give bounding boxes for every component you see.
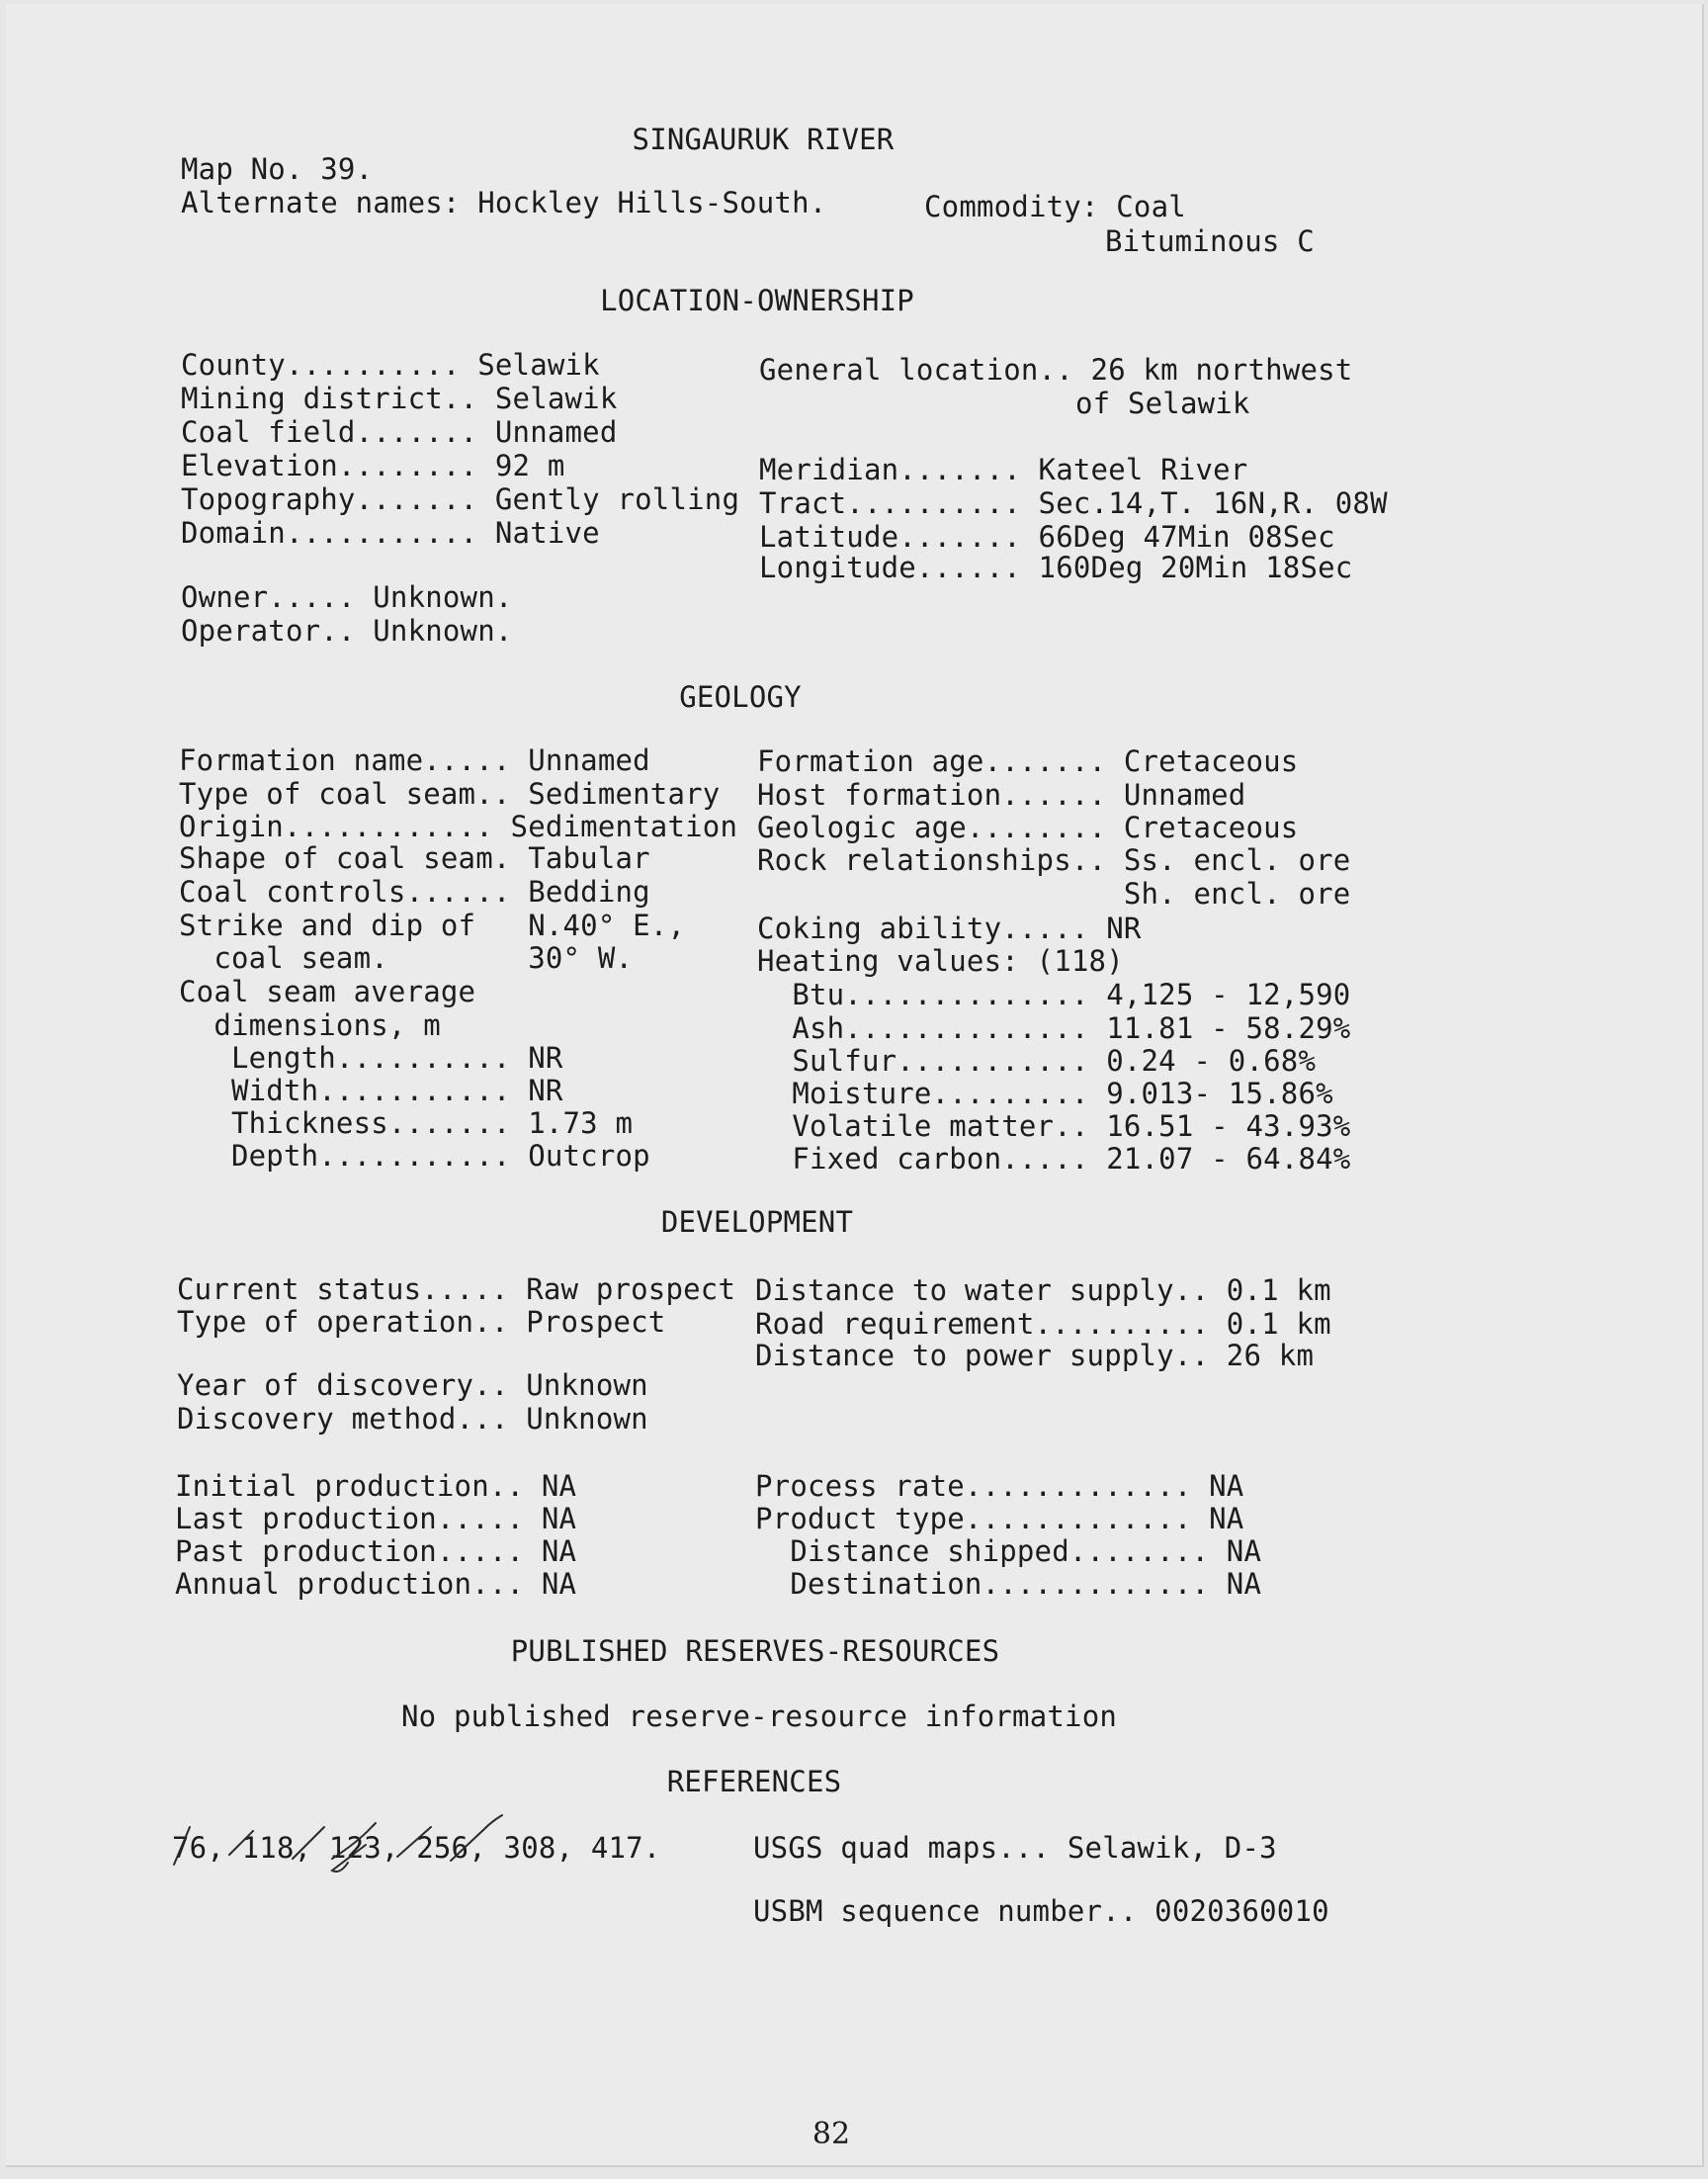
page-title: SINGAURUK RIVER: [632, 123, 895, 156]
geology-right-line: Ash.............. 11.81 - 58.29%: [757, 1011, 1351, 1045]
geology-right-line: Volatile matter.. 16.51 - 43.93%: [757, 1109, 1351, 1143]
location-longitude: Longitude...... 160Deg 20Min 18Sec: [759, 551, 1353, 584]
location-general-cont: of Selawik: [1075, 387, 1250, 420]
document-page: [6, 4, 1704, 2167]
geology-right-line: Btu.............. 4,125 - 12,590: [757, 978, 1351, 1011]
production-line: Initial production.. NA: [175, 1469, 577, 1503]
product-line: Product type............. NA: [755, 1502, 1244, 1535]
location-meridian: Meridian....... Kateel River: [759, 453, 1248, 486]
location-operator: Operator.. Unknown.: [181, 614, 513, 648]
location-county: County.......... Selawik: [181, 348, 600, 382]
location-heading: LOCATION-OWNERSHIP: [600, 284, 914, 317]
geology-right-line: Fixed carbon..... 21.07 - 64.84%: [757, 1142, 1351, 1176]
geology-left-line: Type of coal seam.. Sedimentary: [179, 777, 721, 811]
geology-right-line: Heating values: (118): [757, 944, 1124, 978]
geology-left-line: dimensions, m: [179, 1008, 441, 1042]
references-list: 76, 118, 123, 256, 308, 417.: [172, 1831, 661, 1865]
handwritten-strike-marks: [154, 1803, 668, 1892]
alternate-names: Alternate names: Hockley Hills-South.: [181, 186, 827, 219]
geology-right-line: Moisture......... 9.013- 15.86%: [757, 1077, 1333, 1110]
references-heading: REFERENCES: [666, 1765, 842, 1798]
geology-right-line: Coking ability..... NR: [757, 912, 1142, 945]
location-tract: Tract.......... Sec.14,T. 16N,R. 08W: [759, 486, 1388, 520]
development-left-line: Year of discovery.. Unknown: [177, 1368, 648, 1402]
product-line: Destination............. NA: [755, 1567, 1262, 1601]
geology-right-line: Host formation...... Unnamed: [757, 778, 1246, 812]
location-coal-field: Coal field....... Unnamed: [181, 415, 618, 449]
location-domain: Domain........... Native: [181, 516, 600, 550]
geology-right-line: Formation age....... Cretaceous: [757, 744, 1299, 778]
usbm-sequence-number: USBM sequence number.. 0020360010: [753, 1894, 1329, 1928]
map-number: Map No. 39.: [181, 152, 374, 186]
location-topography: Topography....... Gently rolling: [181, 482, 740, 516]
usgs-quad-maps: USGS quad maps... Selawik, D-3: [753, 1831, 1277, 1865]
geology-left-line: Shape of coal seam. Tabular: [179, 841, 650, 875]
development-heading: DEVELOPMENT: [660, 1205, 854, 1239]
location-general: General location.. 26 km northwest: [759, 353, 1353, 387]
geology-left-line: Width........... NR: [179, 1074, 563, 1107]
geology-left-line: Strike and dip of N.40° E.,: [179, 909, 686, 942]
product-line: Distance shipped........ NA: [755, 1534, 1262, 1568]
geology-left-line: coal seam. 30° W.: [179, 941, 634, 975]
production-line: Annual production... NA: [175, 1567, 577, 1601]
geology-right-line: Sulfur........... 0.24 - 0.68%: [757, 1044, 1317, 1078]
location-mining-district: Mining district.. Selawik: [181, 382, 618, 415]
location-elevation: Elevation........ 92 m: [181, 449, 565, 482]
geology-left-line: Thickness....... 1.73 m: [179, 1106, 634, 1140]
geology-heading: GEOLOGY: [679, 680, 802, 714]
geology-left-line: Coal controls...... Bedding: [179, 875, 650, 909]
commodity: Commodity: Coal: [924, 190, 1186, 223]
location-owner: Owner..... Unknown.: [181, 580, 513, 614]
development-left-line: Current status..... Raw prospect: [177, 1272, 736, 1306]
commodity-type: Bituminous C: [1105, 224, 1315, 258]
geology-left-line: Coal seam average: [179, 975, 476, 1008]
development-left-line: Type of operation.. Prospect: [177, 1305, 666, 1339]
development-right-line: Distance to water supply.. 0.1 km: [755, 1273, 1331, 1307]
reserves-heading: PUBLISHED RESERVES-RESOURCES: [510, 1634, 1000, 1668]
geology-right-line: Rock relationships.. Ss. encl. ore: [757, 843, 1351, 877]
production-line: Last production..... NA: [175, 1502, 577, 1535]
geology-right-line: Sh. encl. ore: [757, 877, 1351, 911]
product-line: Process rate............. NA: [755, 1469, 1244, 1503]
location-latitude: Latitude....... 66Deg 47Min 08Sec: [759, 520, 1335, 554]
geology-left-line: Length.......... NR: [179, 1041, 563, 1075]
geology-left-line: Formation name..... Unnamed: [179, 743, 650, 777]
geology-right-line: Geologic age........ Cretaceous: [757, 811, 1299, 844]
development-right-line: Road requirement.......... 0.1 km: [755, 1307, 1331, 1341]
development-left-line: Discovery method... Unknown: [177, 1402, 648, 1436]
geology-left-line: Origin............ Sedimentation: [179, 810, 738, 843]
geology-left-line: Depth........... Outcrop: [179, 1139, 650, 1173]
page-number: 82: [811, 2117, 851, 2151]
development-right-line: Distance to power supply.. 26 km: [755, 1339, 1315, 1372]
reserves-text: No published reserve-resource information: [400, 1700, 1118, 1733]
production-line: Past production..... NA: [175, 1534, 577, 1568]
